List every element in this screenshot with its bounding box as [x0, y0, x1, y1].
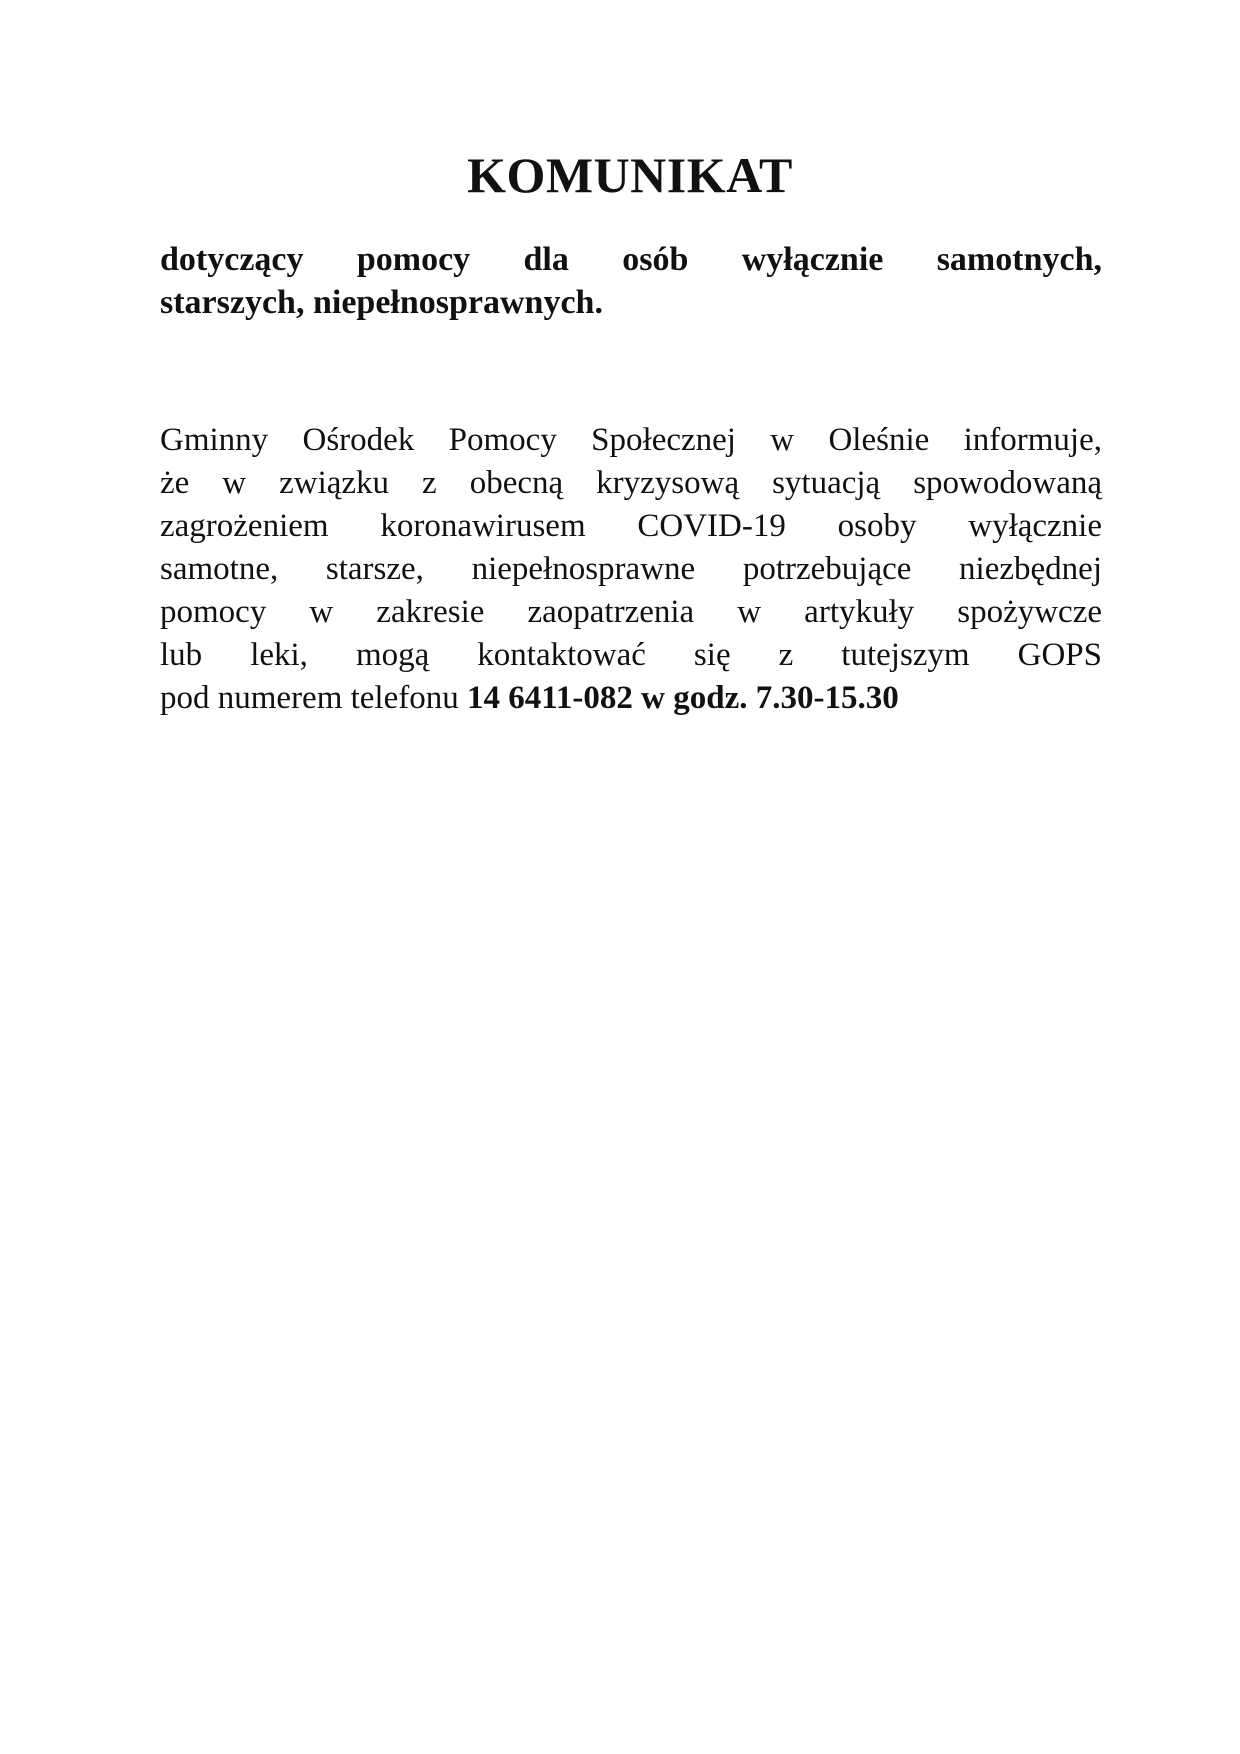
phone-number: 14 6411-082: [467, 680, 633, 716]
body-line-5: pomocy w zakresie zaopatrzenia w artykuły spożywcze: [160, 594, 1102, 630]
document-body: [160, 419, 1102, 720]
body-line-4: samotne, starsze, niepełnosprawne potrzebujące niezbędnej: [160, 551, 1102, 587]
subtitle-line-1: dotyczący pomocy dla osób wyłącznie samotnych,: [160, 241, 1102, 278]
body-line-2: że w związku z obecną kryzysową sytuacją spowodowaną: [160, 465, 1102, 501]
office-hours: w godz. 7.30-15.30: [632, 680, 899, 716]
document-subtitle: [160, 238, 1102, 324]
body-line-1: Gminny Ośrodek Pomocy Społecznej w Oleśnie informuje,: [160, 422, 1102, 458]
document-title: KOMUNIKAT: [467, 147, 793, 203]
subtitle-line-2: starszych, niepełnosprawnych.: [160, 284, 603, 321]
body-line-7: [160, 677, 1102, 720]
body-line-3: zagrożeniem koronawirusem COVID-19 osoby wyłącznie: [160, 508, 1102, 544]
phone-label: pod numerem telefonu: [160, 680, 467, 716]
body-line-6: lub leki, mogą kontaktować się z tutejszym GOPS: [160, 637, 1102, 673]
